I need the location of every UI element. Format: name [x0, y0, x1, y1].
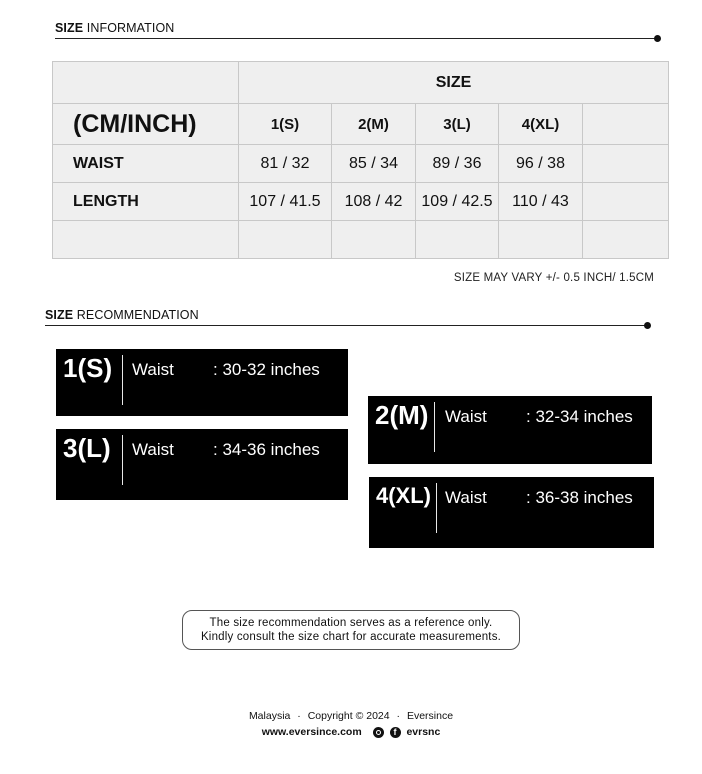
card-divider	[436, 483, 437, 533]
table-cell: 107 / 41.5	[239, 183, 332, 221]
disclaimer-box	[182, 610, 520, 650]
table-cell	[583, 145, 669, 183]
card-range: : 34-36 inches	[213, 440, 320, 459]
unit-label: (CM/INCH)	[53, 104, 239, 145]
divider-dot	[654, 35, 661, 42]
table-cell-empty	[53, 62, 239, 104]
card-range: : 32-34 inches	[526, 407, 633, 426]
table-cell: 109 / 42.5	[416, 183, 499, 221]
instagram-icon[interactable]	[373, 727, 384, 738]
size-information-header-rest: INFORMATION	[83, 21, 175, 35]
card-size-code: 4(XL)	[376, 483, 431, 508]
card-metric-label: Waist	[132, 440, 174, 459]
recommendation-card-m	[368, 396, 652, 464]
website-link[interactable]: www.eversince.com	[261, 726, 362, 739]
footer-links	[0, 726, 702, 738]
table-cell-empty	[53, 221, 239, 259]
size-information-header	[55, 21, 174, 39]
card-size-code: 3(L)	[63, 433, 111, 463]
table-cell	[583, 183, 669, 221]
row-label-waist: WAIST	[53, 145, 239, 183]
recommendation-card-s	[56, 349, 348, 416]
footer-copyright-line	[0, 710, 702, 722]
table-cell-empty	[332, 221, 416, 259]
table-cell: 89 / 36	[416, 145, 499, 183]
table-row	[53, 145, 669, 183]
divider-dot	[644, 322, 651, 329]
table-cell-empty	[499, 221, 583, 259]
social-handle[interactable]: evrsnc	[406, 726, 441, 739]
table-row	[53, 183, 669, 221]
table-cell: 81 / 32	[239, 145, 332, 183]
size-variance-note: SIZE MAY VARY +/- 0.5 INCH/ 1.5CM	[453, 272, 654, 284]
column-header-xl: 4(XL)	[499, 104, 583, 145]
column-header-l: 3(L)	[416, 104, 499, 145]
size-information-divider	[55, 38, 658, 39]
card-divider	[122, 355, 123, 405]
table-cell: 108 / 42	[332, 183, 416, 221]
size-information-header-bold: SIZE	[55, 21, 84, 35]
recommendation-card-xl	[369, 477, 654, 548]
footer-separator: ·	[297, 710, 301, 722]
footer-country: Malaysia	[248, 710, 291, 722]
recommendation-card-l	[56, 429, 348, 500]
column-header-empty	[583, 104, 669, 145]
card-range: : 30-32 inches	[213, 360, 320, 379]
card-divider	[434, 402, 435, 452]
table-cell: 85 / 34	[332, 145, 416, 183]
footer-copyright: Copyright © 2024	[307, 710, 390, 722]
table-row-empty	[53, 221, 669, 259]
card-size-code: 2(M)	[375, 400, 429, 430]
disclaimer-line-2: Kindly consult the size chart for accurate measurements.	[200, 631, 502, 643]
disclaimer-line-1: The size recommendation serves as a reference only.	[209, 617, 493, 629]
card-divider	[122, 435, 123, 485]
card-range: : 36-38 inches	[526, 488, 633, 507]
size-recommendation-header-rest: RECOMMENDATION	[73, 308, 199, 322]
card-size-code: 1(S)	[63, 353, 113, 383]
size-recommendation-divider	[45, 325, 648, 326]
table-cell: 96 / 38	[499, 145, 583, 183]
table-row-column-headers	[53, 104, 669, 145]
table-cell: 110 / 43	[499, 183, 583, 221]
size-column-heading: SIZE	[239, 62, 669, 104]
table-cell-empty	[239, 221, 332, 259]
size-recommendation-header	[45, 308, 199, 326]
column-header-s: 1(S)	[239, 104, 332, 145]
row-label-length: LENGTH	[53, 183, 239, 221]
card-metric-label: Waist	[132, 360, 174, 379]
table-row-size-heading	[53, 62, 669, 104]
footer-brand: Eversince	[406, 710, 454, 722]
column-header-m: 2(M)	[332, 104, 416, 145]
facebook-icon[interactable]: f	[390, 727, 401, 738]
table-cell-empty	[583, 221, 669, 259]
size-chart-table	[52, 61, 669, 259]
table-cell-empty	[416, 221, 499, 259]
card-metric-label: Waist	[445, 407, 487, 426]
size-recommendation-header-bold: SIZE	[45, 308, 74, 322]
footer-separator: ·	[396, 710, 401, 722]
card-metric-label: Waist	[445, 488, 487, 507]
